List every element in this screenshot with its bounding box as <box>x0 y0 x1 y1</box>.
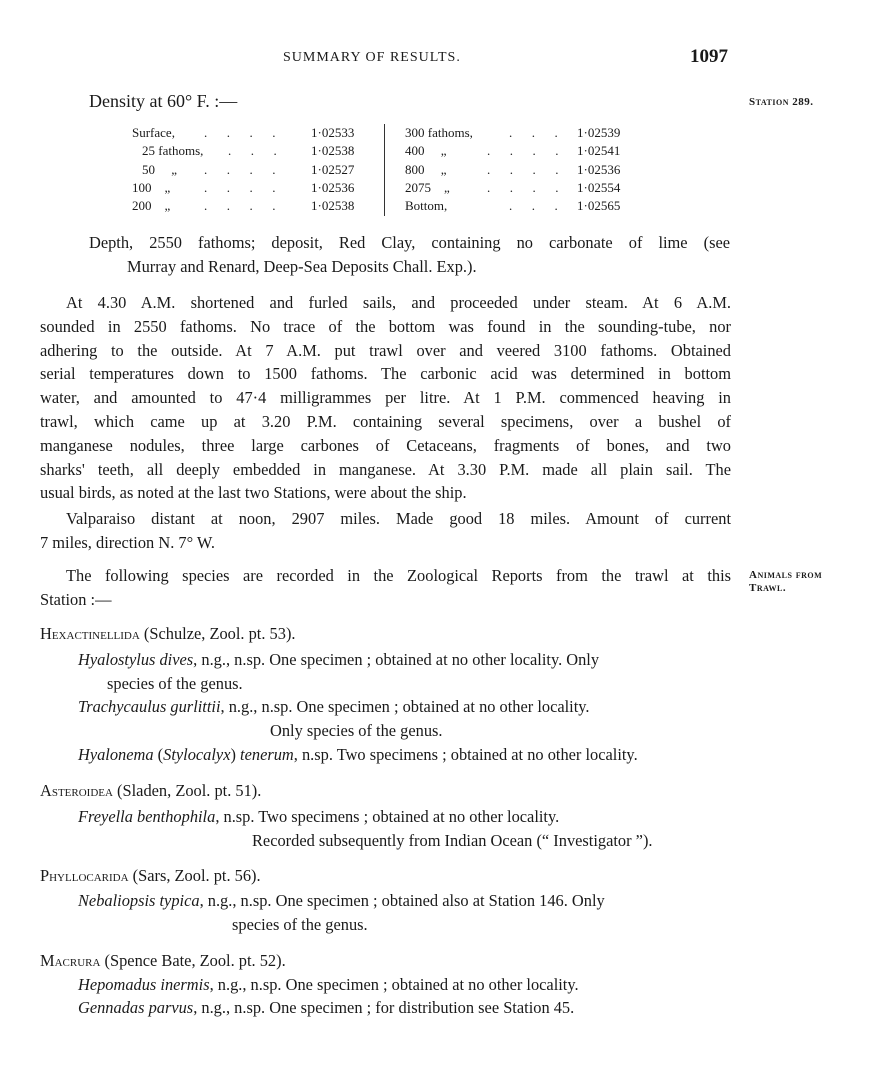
text-line: At 4.30 A.M. shortened and furled sails, and proceeded under steam. At 6 A.M. <box>66 293 731 312</box>
species-entry-cont: species of the genus. <box>107 674 243 693</box>
text-line: 7 miles, direction N. 7° W. <box>40 532 215 552</box>
species-entry <box>78 975 579 995</box>
narrative-paragraph <box>40 291 731 505</box>
text-line: Depth, 2550 fathoms; deposit, Red Clay, containing no carbonate of lime (see <box>89 233 730 252</box>
density-value: 1·02539 <box>577 125 621 140</box>
group-ref: (Schulze, Zool. pt. 53). <box>139 624 296 643</box>
species-desc: , n.sp. Two specimens ; obtained at no other locality. <box>215 807 560 826</box>
species-entry <box>78 697 590 717</box>
species-name-paren: ) <box>230 745 241 764</box>
group-ref: (Sladen, Zool. pt. 51). <box>112 781 262 800</box>
text-line: serial temperatures down to 1500 fathoms. The carbonic acid was determined in bottom <box>40 364 731 384</box>
density-row <box>405 142 650 160</box>
text-line: usual birds, as noted at the last two Stations, were about the ship. <box>40 483 467 503</box>
text-line: trawl, which came up at 3.20 P.M. containing several specimens, over a bushel of <box>40 411 731 431</box>
leader-dots: . . . . <box>487 179 559 195</box>
density-value: 1·02538 <box>311 198 355 214</box>
species-entry <box>78 998 574 1018</box>
species-name: Hepomadus inermis <box>78 975 210 994</box>
leader-dots: . . . <box>228 143 277 159</box>
density-row <box>132 197 377 215</box>
leader-dots: . . . <box>509 125 558 140</box>
density-value: 1·02536 <box>577 161 621 177</box>
species-desc: , n.g., n.sp. One specimen ; obtained also at Station 146. Only <box>199 891 605 910</box>
species-desc: , n.sp. Two specimens ; obtained at no other locality. <box>293 745 638 764</box>
species-entry <box>78 807 559 827</box>
group-heading <box>40 951 286 971</box>
group-ref: (Sars, Zool. pt. 56). <box>128 866 261 885</box>
density-row <box>405 161 650 179</box>
density-row <box>132 179 377 197</box>
density-value: 1·02533 <box>311 125 355 140</box>
leader-dots: . . . . <box>204 179 276 195</box>
group-heading <box>40 781 261 801</box>
density-value: 1·02538 <box>311 143 355 159</box>
density-value: 1·02554 <box>577 179 621 195</box>
species-intro <box>40 564 731 612</box>
species-name-paren: ( <box>153 745 164 764</box>
density-depth: 800 „ <box>405 161 447 177</box>
density-row <box>132 124 377 142</box>
species-subgenus: Stylocalyx <box>163 745 231 764</box>
density-row <box>132 142 377 160</box>
depth-deposit-paragraph <box>89 231 730 279</box>
species-name: Freyella benthophila <box>78 807 216 826</box>
group-name: Asteroidea <box>40 781 113 800</box>
leader-dots: . . . . <box>204 125 276 140</box>
group-heading <box>40 624 296 644</box>
margin-note-line: Trawl. <box>749 582 787 594</box>
species-desc: , n.g., n.sp. One specimen ; for distribution see Station 45. <box>193 998 575 1017</box>
group-name: Phyllocarida <box>40 866 129 885</box>
density-value: 1·02541 <box>577 143 621 159</box>
text-line: water, and amounted to 47·4 milligrammes per litre. At 1 P.M. commenced heaving in <box>40 388 731 408</box>
margin-note-animals <box>749 569 822 595</box>
density-table-right <box>405 124 650 215</box>
text-line: manganese nodules, three large carbones of Cetaceans, fragments of bones, and two <box>40 435 731 455</box>
density-value: 1·02565 <box>577 198 621 214</box>
density-table-left <box>132 124 377 215</box>
leader-dots: . . . . <box>204 161 276 177</box>
species-entry <box>78 745 638 765</box>
group-name: Hexactinellida <box>40 624 140 643</box>
species-desc: , n.g., n.sp. One specimen ; obtained at no other locality. <box>220 697 590 716</box>
text-line: Station :— <box>40 589 112 609</box>
group-name: Macrura <box>40 951 101 970</box>
valparaiso-paragraph <box>40 507 731 555</box>
text-line: sounded in 2550 fathoms. No trace of the bottom was found in the sounding-tube, nor <box>40 316 731 336</box>
density-value: 1·02536 <box>311 179 355 195</box>
leader-dots: . . . . <box>487 143 559 159</box>
species-entry-cont: Recorded subsequently from Indian Ocean (“ Investigator ”). <box>252 831 653 850</box>
running-head: SUMMARY OF RESULTS. <box>283 50 461 65</box>
density-depth: 2075 „ <box>405 179 450 195</box>
density-heading: Density at 60° F. :— <box>89 91 238 111</box>
density-value: 1·02527 <box>311 161 355 177</box>
leader-dots: . . . . <box>487 161 559 177</box>
species-entry-cont: Only species of the genus. <box>270 721 443 740</box>
text-line: The following species are recorded in the Zoological Reports from the trawl at this <box>66 566 731 585</box>
text-line: sharks' teeth, all deeply embedded in manganese. At 3.30 P.M. made all plain sail. The <box>40 459 731 479</box>
species-desc: , n.g., n.sp. One specimen ; obtained at no other locality. Only <box>193 650 600 669</box>
species-desc: , n.g., n.sp. One specimen ; obtained at no other locality. <box>209 975 579 994</box>
species-entry <box>78 891 605 911</box>
text-line: Valparaiso distant at noon, 2907 miles. Made good 18 miles. Amount of current <box>66 509 731 528</box>
species-entry-cont: species of the genus. <box>232 915 368 934</box>
text-line: adhering to the outside. At 7 A.M. put trawl over and veered 3100 fathoms. Obtained <box>40 340 731 360</box>
species-name: Hyalostylus dives <box>78 650 194 669</box>
species-epithet: tenerum <box>240 745 294 764</box>
density-row <box>405 124 650 142</box>
species-name: Gennadas parvus <box>78 998 194 1017</box>
density-depth: Bottom, <box>405 198 448 214</box>
text-line: Murray and Renard, Deep-Sea Deposits Chall. Exp.). <box>127 256 477 276</box>
density-depth: 100 „ <box>132 179 171 195</box>
species-entry <box>78 650 599 670</box>
group-heading <box>40 866 261 886</box>
density-depth: 25 fathoms, <box>142 143 204 159</box>
density-row <box>405 179 650 197</box>
density-row <box>405 197 650 215</box>
density-depth: Surface, <box>132 125 175 140</box>
density-depth: 400 „ <box>405 143 447 159</box>
density-row <box>132 161 377 179</box>
species-name: Hyalonema <box>78 745 154 764</box>
species-name: Trachycaulus gurlittii <box>78 697 221 716</box>
margin-note-station: Station 289. <box>749 96 814 108</box>
density-depth: 50 „ <box>142 161 178 177</box>
leader-dots: . . . <box>509 198 558 214</box>
page-number: 1097 <box>690 46 728 67</box>
table-divider <box>384 124 385 216</box>
leader-dots: . . . . <box>204 198 276 214</box>
density-depth: 300 fathoms, <box>405 125 473 140</box>
density-depth: 200 „ <box>132 198 171 214</box>
margin-note-line: Animals from <box>749 569 823 581</box>
group-ref: (Spence Bate, Zool. pt. 52). <box>100 951 286 970</box>
species-name: Nebaliopsis typica <box>78 891 200 910</box>
